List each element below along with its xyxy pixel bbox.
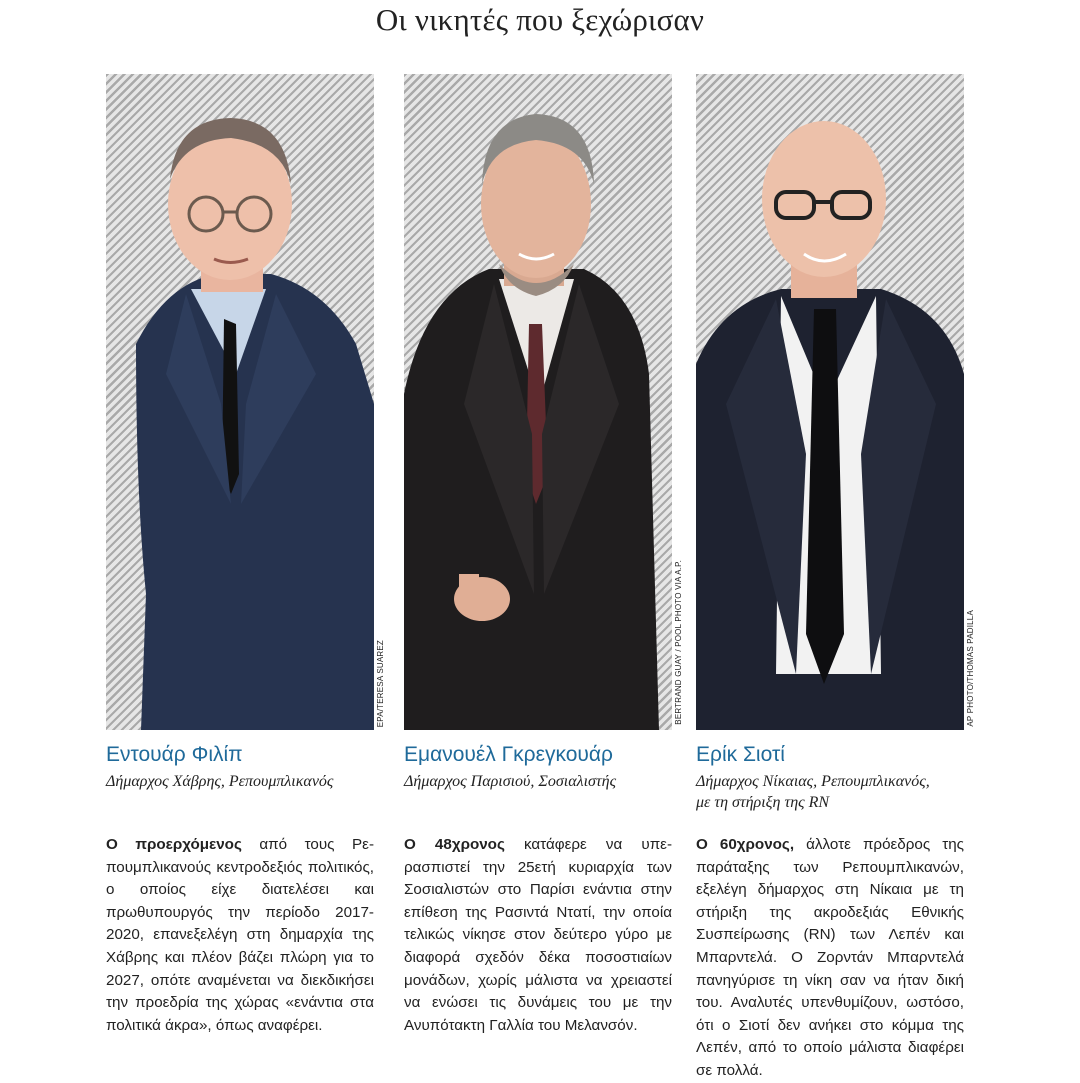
lead-text: Ο 60χρονος,: [696, 836, 795, 853]
lead-text: Ο προερχόμενος: [106, 836, 242, 853]
portrait-illustration: [106, 74, 374, 730]
portrait-photo-philippe: [106, 74, 374, 730]
body-text: από τους Ρεπουμπλικανούς κεντροδεξιός πολιτικός, ο οποίος είχε διατελέσει και πρωθυπουργός την περίοδο 2017-2020, επανεξελέγη στη δημαρχία της Χάβρης και πλέον βάζει πλώρη για το 2027, οπότε αναμένεται να διεκδικήσει την προεδρία της χώρας «ενάντια στα πολιτικά άκρα», όπως αναφέρει.: [106, 836, 375, 1034]
body-text: άλλοτε πρόεδρος της παράταξης των Ρεπουμπλικανών, εξελέγη δήμαρχος στη Νίκαια με τη στήριξη της ακροδεξιάς Εθνικής Συσπείρωσης (RN) των Λεπέν και Μπαρντελά. Ο Ζορντάν Μπαρντελά πανηγύρισε τη νίκη σαν να ήταν δική του. Αναλυτές υπενθυμίζουν, ωστόσο, ότι ο Σιοτί δεν ανήκει στο κόμμα της Λεπέν, από το οποίο μάλιστα διαφέρει σε πολλά.: [696, 836, 964, 1079]
profile-role-line: Δήμαρχος Νίκαιας, Ρεπουμπλικανός,: [696, 773, 930, 790]
photo-credit: BERTRAND GUAY / POOL PHOTO VIA A.P.: [674, 560, 683, 725]
profile-role-line: Δήμαρχος Παρισιού, Σοσιαλιστής: [404, 773, 617, 790]
profile-role: [696, 771, 930, 813]
page-title: Οι νικητές που ξεχώρισαν: [375, 2, 705, 37]
photo-credit: EPA/TERESA SUAREZ: [376, 640, 385, 728]
profile-role: [106, 771, 333, 792]
profile-name: Ερίκ Σιοτί: [696, 743, 785, 766]
profile-name: Εμανουέλ Γκρεγκουάρ: [404, 743, 613, 766]
body-text: κατάφερε να υπερασπιστεί την 25ετή κυριαρχία των Σοσιαλιστών στο Παρίσι ενάντια στην επίθεση της Ρασιντά Ντατί, την οποία τελικώς νίκησε στον δεύτερο γύρο με διαφορά σχεδόν δέκα ποσοστιαίων μονάδων, χωρίς μάλιστα να χρειαστεί να ενώσει τις δυνάμεις του με την Ανυπότακτη Γαλλία του Μελανσόν.: [404, 836, 673, 1034]
portrait-illustration: [696, 74, 964, 730]
profile-body-text: [404, 834, 672, 1037]
profile-role-line: Δήμαρχος Χάβρης, Ρεπουμπλικανός: [106, 773, 334, 790]
lead-text: Ο 48χρονος: [404, 836, 505, 853]
profile-body-text: [106, 834, 374, 1037]
portrait-illustration: [404, 74, 672, 730]
profile-name: Εντουάρ Φιλίπ: [106, 743, 243, 766]
portrait-photo-gregoire: [404, 74, 672, 730]
profile-role-line-2: με τη στήριξη της RN: [696, 794, 830, 811]
profile-role: [404, 771, 616, 792]
profile-body-text: [696, 834, 964, 1083]
portrait-photo-ciotti: [696, 74, 964, 730]
photo-credit: AP PHOTO/THOMAS PADILLA: [966, 610, 975, 727]
